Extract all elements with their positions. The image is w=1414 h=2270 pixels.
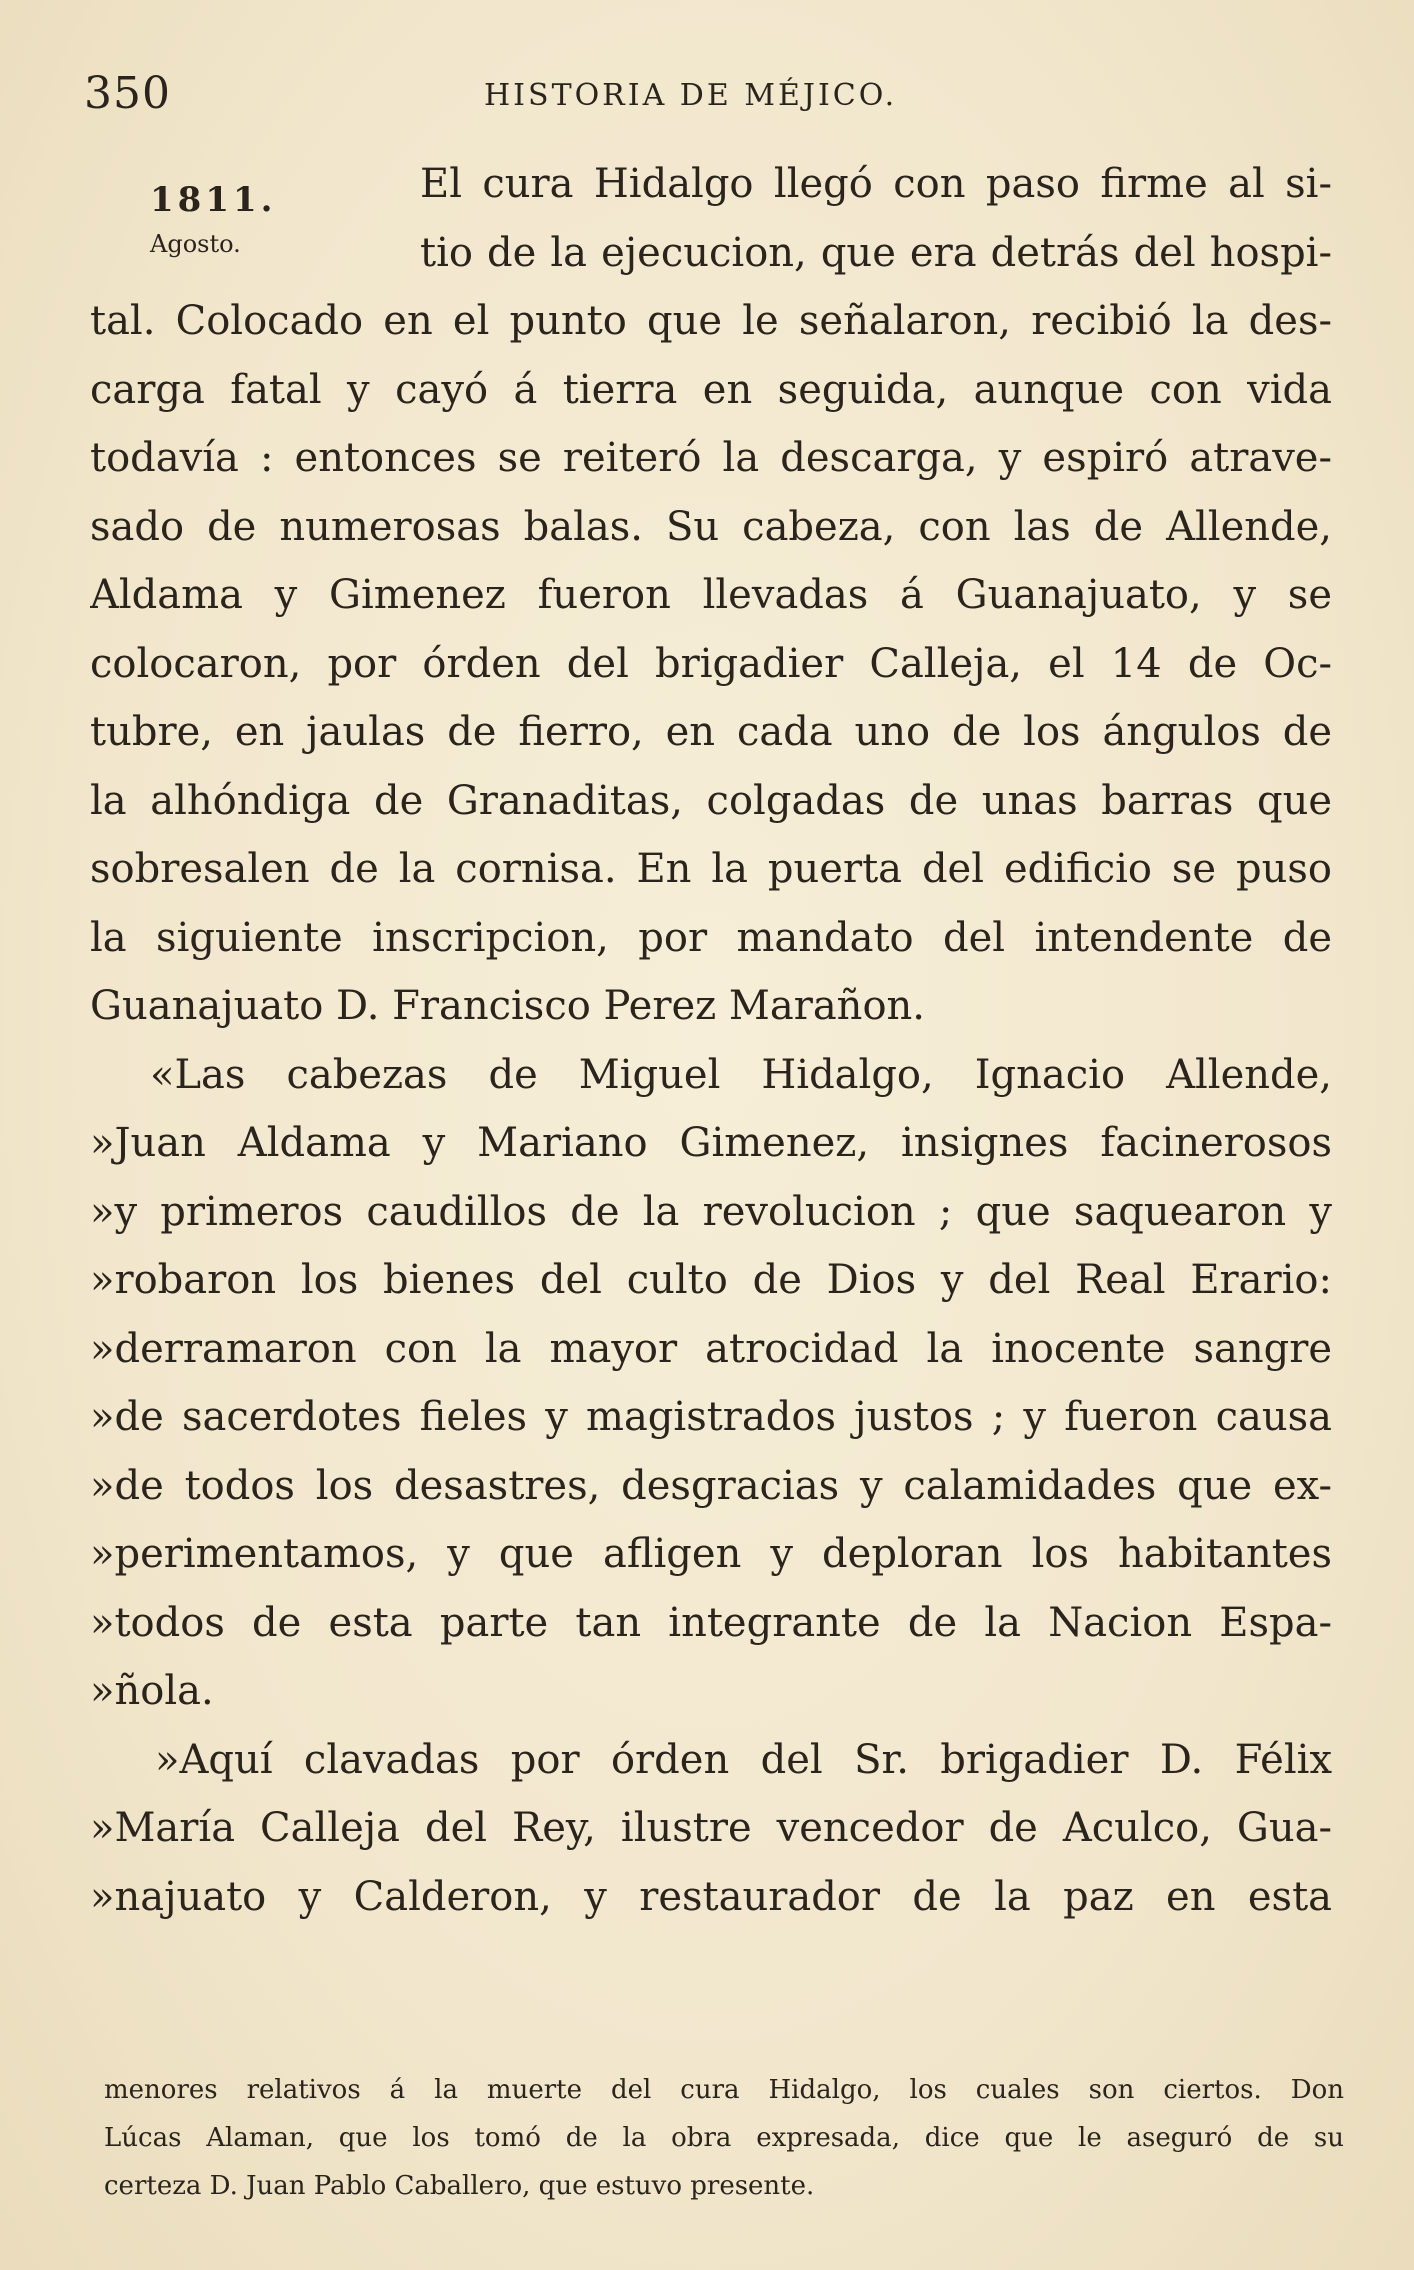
text-line: la alhóndiga de Granaditas, colgadas de unas barras que: [90, 777, 1332, 824]
text-line: »Aquí clavadas por órden del Sr. brigadier D. Félix: [155, 1736, 1332, 1783]
text-line: «Las cabezas de Miguel Hidalgo, Ignacio Allende,: [150, 1051, 1332, 1098]
text-line: tubre, en jaulas de fierro, en cada uno de los ángulos de: [90, 709, 1332, 755]
text-line: »perimentamos, y que afligen y deploran los habitantes: [90, 1531, 1332, 1577]
text-line: tal. Colocado en el punto que le señalaron, recibió la des-: [90, 298, 1332, 344]
text-line: sado de numerosas balas. Su cabeza, con las de Allende,: [90, 503, 1332, 550]
text-line: »ñola.: [90, 1668, 214, 1714]
text-line: El cura Hidalgo llegó con paso firme al si-: [420, 161, 1332, 207]
text-line: »de todos los desastres, desgracias y calamidades que ex-: [90, 1462, 1332, 1509]
page-header: [84, 68, 1334, 128]
page-number: 350: [84, 68, 171, 119]
text-line: »derramaron con la mayor atrocidad la inocente sangre: [90, 1325, 1332, 1372]
body-text: [90, 150, 1332, 1931]
text-line: »María Calleja del Rey, ilustre vencedor de Aculco, Gua-: [90, 1805, 1332, 1851]
text-line: »najuato y Calderon, y restaurador de la paz en esta: [90, 1873, 1332, 1920]
footnote-line: menores relativos á la muerte del cura Hidalgo, los cuales son ciertos. Don: [104, 2075, 1344, 2105]
footnote-line: Lúcas Alaman, que los tomó de la obra expresada, dice que le aseguró de su: [104, 2123, 1344, 2153]
margin-month: Agosto.: [150, 230, 241, 258]
text-line: Aldama y Gimenez fueron llevadas á Guanajuato, y se: [90, 572, 1332, 618]
text-line: tio de la ejecucion, que era detrás del hospi-: [420, 229, 1332, 276]
text-line: la siguiente inscripcion, por mandato del intendente de: [90, 914, 1332, 961]
footnote-line: certeza D. Juan Pablo Caballero, que estuvo presente.: [104, 2171, 815, 2201]
text-line: »de sacerdotes fieles y magistrados justos ; y fueron causa: [90, 1394, 1332, 1440]
text-line: »todos de esta parte tan integrante de la Nacion Espa-: [90, 1599, 1332, 1646]
running-head: HISTORIA DE MÉJICO.: [484, 78, 898, 113]
text-line: sobresalen de la cornisa. En la puerta del edificio se puso: [90, 846, 1332, 892]
margin-year: 1811.: [150, 180, 277, 220]
footnote: [104, 2066, 1344, 2210]
text-line: Guanajuato D. Francisco Perez Marañon.: [90, 983, 925, 1029]
text-line: »robaron los bienes del culto de Dios y del Real Erario:: [90, 1257, 1332, 1303]
text-line: colocaron, por órden del brigadier Calleja, el 14 de Oc-: [90, 640, 1332, 687]
text-line: todavía : entonces se reiteró la descarga, y espiró atrave-: [90, 435, 1332, 481]
text-line: carga fatal y cayó á tierra en seguida, aunque con vida: [90, 366, 1332, 413]
text-line: »Juan Aldama y Mariano Gimenez, insignes facinerosos: [90, 1120, 1332, 1166]
text-line: »y primeros caudillos de la revolucion ; que saquearon y: [90, 1188, 1332, 1235]
